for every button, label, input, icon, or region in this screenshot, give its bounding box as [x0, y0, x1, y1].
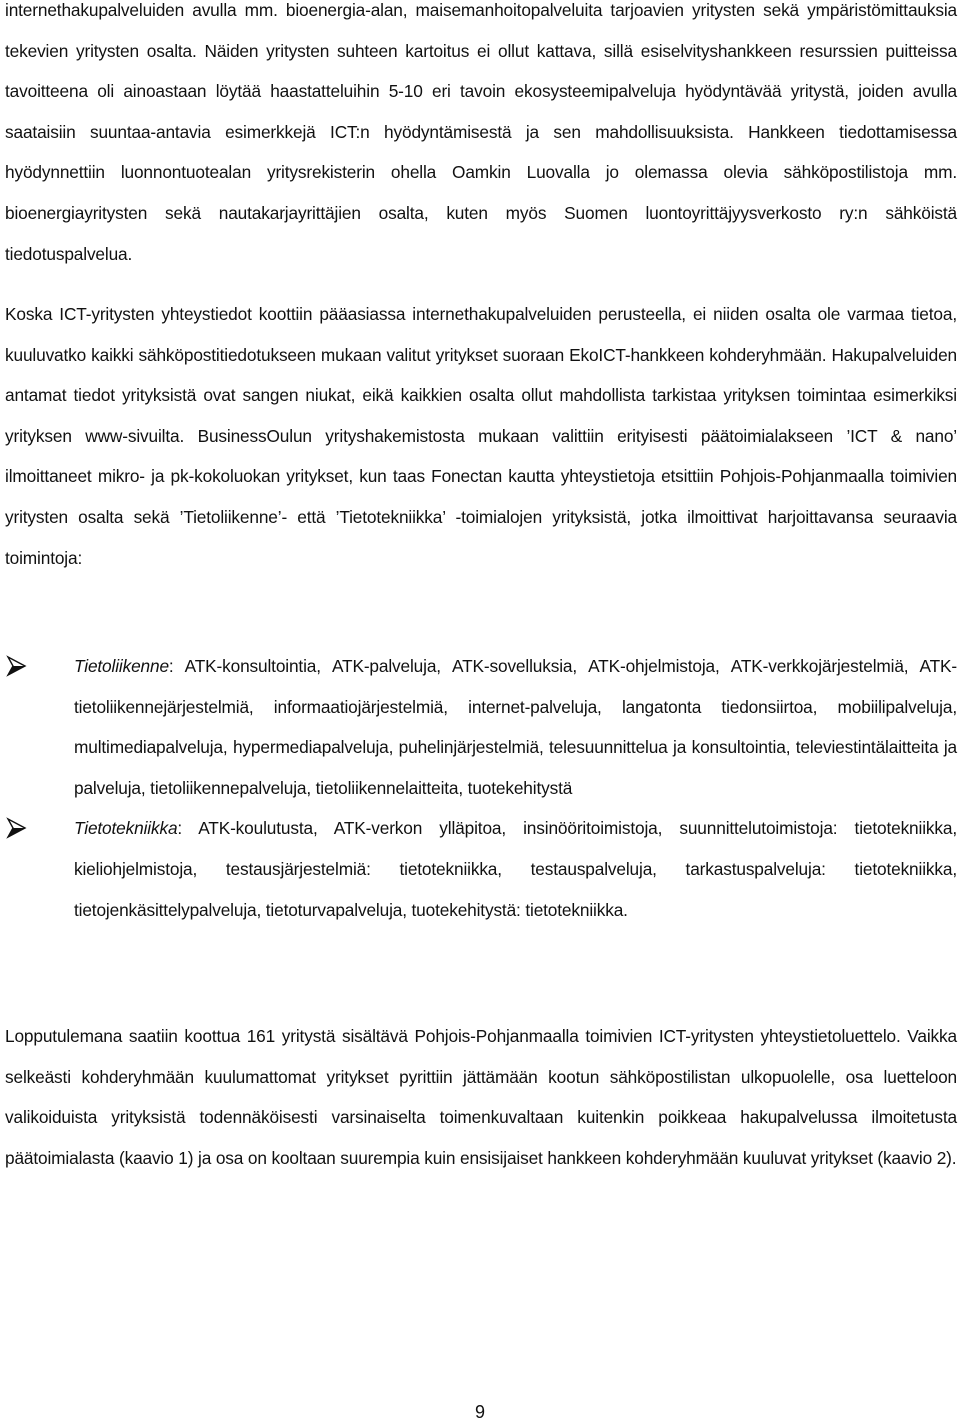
- paragraph-intro: internethakupalveluiden avulla mm. bioenergia-alan, maisemanhoitopalveluita tarjoavien yritysten sekä ympäristömittauksia tekevien yritysten osalta. Näiden yritysten suhteen kartoitus ei ollut kattava, sillä esiselvityshankkeen resurssien puitteissa tavoitteena oli ainoastaan löytää haastatteluihin 5-10 eri tavoin ekosysteemipalveluja hyödyntävää yritystä, joiden avulla saataisiin suuntaa-antavia esimerkkejä ICT:n hyödyntämisestä ja sen mahdollisuuksista. Hankkeen tiedottamisessa hyödynnettiin luonnontuotealan yritysrekisterin ohella Oamkin Luovalla jo olemassa olevia sähköpostilistoja mm. bioenergiayritysten sekä nautakarjayrittäjien osalta, kuten myös Suomen luontoyrittäjyysverkosto ry:n sähköistä tiedotuspalvelua.: [5, 0, 957, 264]
- list-term: Tietotekniikka: [74, 818, 178, 839]
- list-text: : ATK-koulutusta, ATK-verkon ylläpitoa, insinööritoimistoja, suunnittelutoimistoja: tietotekniikka, kieliohjelmistoja, testausjärjestelmiä: tietotekniikka, testauspalveluja, tarkastuspalveluja: tietotekniikka, tietojenkäsittelypalveluja, tietoturvapalveluja, tuotekehitystä: tietotekniikka.: [74, 818, 957, 920]
- arrowhead-bullet-icon: [5, 817, 27, 839]
- list-text: : ATK-konsultointia, ATK-palveluja, ATK-sovelluksia, ATK-ohjelmistoja, ATK-verkkojärjestelmiä, ATK-tietoliikennejärjestelmiä, informaatiojärjestelmiä, internet-palveluja, langatonta tiedonsiirtoa, mobiilipalveluja, multimediapalveluja, hypermediapalveluja, puhelinjärjestelmiä, telesuunnittelua ja konsultointia, televiestintälaitteita ja palveluja, tietoliikennepalveluja, tietoliikennelaitteita, tuotekehitystä: [74, 656, 957, 798]
- paragraph-ict-contacts: Koska ICT-yritysten yhteystiedot koottiin pääasiassa internethakupalveluiden perusteella, ei niiden osalta ole varmaa tietoa, kuuluvatko kaikki sähköpostitiedotukseen mukaan valitut yritykset suoraan EkoICT-hankkeen kohderyhmään. Hakupalveluiden antamat tiedot yrityksistä ovat sangen niukat, eikä kaikkien osalta ollut mahdollista tarkistaa yrityksen toimintaa esimerkiksi yrityksen www-sivuilta. BusinessOulun yrityshakemistosta mukaan valittiin erityisesti päätoimialakseen ’ICT & nano’ ilmoittaneet mikro- ja pk-kokoluokan yritykset, kun taas Fonectan kautta yhteystietoja etsittiin Pohjois-Pohjanmaalla toimivien yritysten osalta sekä ’Tietoliikenne’- että ’Tietotekniikka’ -toimialojen yrityksistä, jotka ilmoittivat harjoittavansa seuraavia toimintoja:: [5, 304, 957, 568]
- activity-list: [5, 646, 957, 930]
- arrowhead-bullet-icon: [5, 655, 27, 677]
- paragraph-conclusion: Lopputulemana saatiin koottua 161 yritystä sisältävä Pohjois-Pohjanmaalla toimivien ICT-yritysten yhteystietoluettelo. Vaikka selkeästi kohderyhmään kuulumattomat yritykset pyrittiin jättämään kootun sähköpostilistan ulkopuolelle, osa luetteloon valikoiduista yrityksistä todennäköisesti varsinaiselta toimenkuvaltaan kuitenkin poikkeaa hakupalvelussa ilmoitetusta päätoimialasta (kaavio 1) ja osa on kooltaan suurempia kuin ensisijaiset hankkeen kohderyhmään kuuluvat yritykset (kaavio 2).: [5, 1026, 957, 1168]
- list-term: Tietoliikenne: [74, 656, 169, 676]
- page-number: 9: [474, 1402, 485, 1422]
- list-item-tietoliikenne: [5, 646, 957, 808]
- list-item-tietotekniikka: [5, 808, 957, 930]
